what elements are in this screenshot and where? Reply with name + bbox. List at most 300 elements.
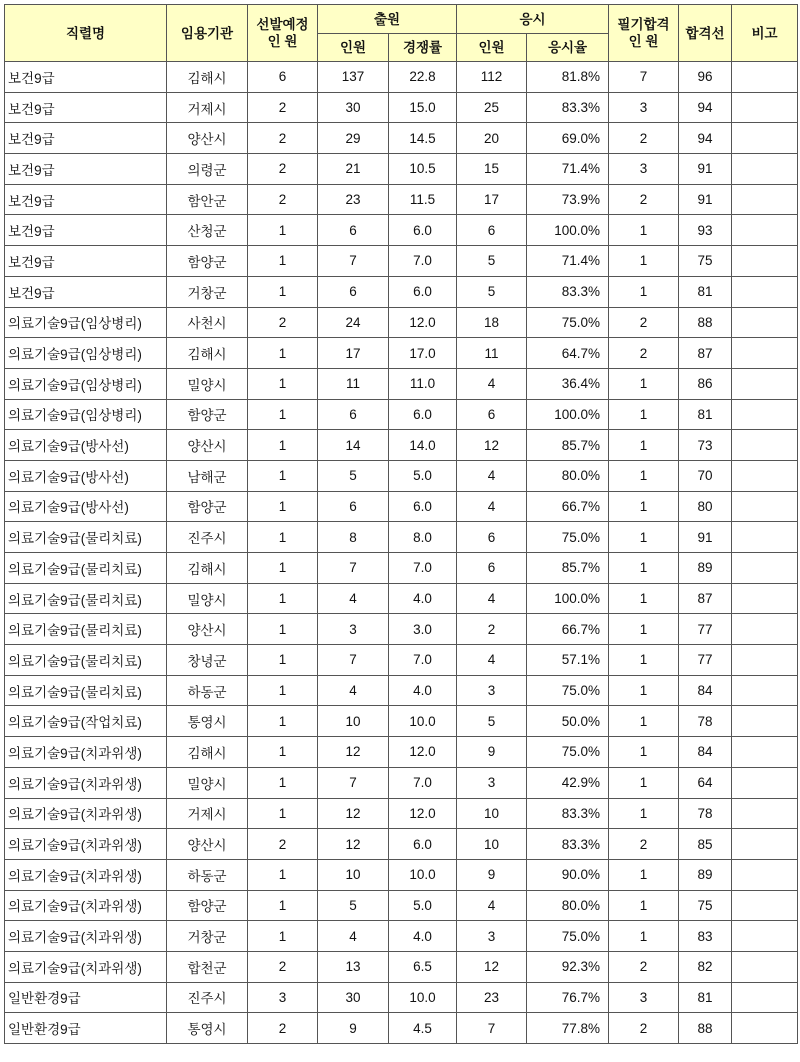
cell-exam: 5 (457, 706, 527, 737)
table-row (5, 982, 798, 1013)
cell-cutoff: 89 (679, 859, 732, 890)
cell-note (732, 737, 798, 768)
cell-passed: 1 (609, 276, 679, 307)
cell-rate: 100.0% (527, 583, 609, 614)
header-passed (609, 5, 679, 62)
cell-passed: 2 (609, 184, 679, 215)
cell-competition: 5.0 (389, 460, 457, 491)
cell-competition: 10.5 (389, 154, 457, 185)
cell-applied: 14 (318, 430, 389, 461)
cell-competition: 10.0 (389, 859, 457, 890)
cell-competition: 8.0 (389, 522, 457, 553)
cell-exam: 23 (457, 982, 527, 1013)
cell-planned: 1 (248, 368, 318, 399)
cell-note (732, 460, 798, 491)
cell-rate: 69.0% (527, 123, 609, 154)
cell-rate: 85.7% (527, 430, 609, 461)
cell-passed: 1 (609, 675, 679, 706)
cell-competition: 15.0 (389, 92, 457, 123)
cell-passed: 1 (609, 890, 679, 921)
cell-rate: 83.3% (527, 829, 609, 860)
cell-cutoff: 84 (679, 675, 732, 706)
table-row (5, 154, 798, 185)
cell-exam: 3 (457, 921, 527, 952)
table-row (5, 737, 798, 768)
cell-note (732, 92, 798, 123)
cell-applied: 30 (318, 92, 389, 123)
cell-passed: 1 (609, 368, 679, 399)
cell-applied: 3 (318, 614, 389, 645)
cell-applied: 21 (318, 154, 389, 185)
cell-cutoff: 78 (679, 706, 732, 737)
cell-planned: 1 (248, 583, 318, 614)
cell-applied: 17 (318, 338, 389, 369)
cell-exam: 7 (457, 1013, 527, 1044)
cell-cutoff: 75 (679, 246, 732, 277)
cell-exam: 12 (457, 430, 527, 461)
cell-applied: 7 (318, 246, 389, 277)
cell-competition: 6.0 (389, 276, 457, 307)
cell-planned: 1 (248, 215, 318, 246)
cell-note (732, 215, 798, 246)
cell-title: 의료기술9급(방사선) (5, 460, 167, 491)
cell-note (732, 307, 798, 338)
cell-title: 의료기술9급(물리치료) (5, 522, 167, 553)
cell-agency: 함양군 (167, 491, 248, 522)
cell-passed: 1 (609, 522, 679, 553)
cell-agency: 김해시 (167, 553, 248, 584)
cell-planned: 1 (248, 798, 318, 829)
cell-note (732, 491, 798, 522)
cell-cutoff: 81 (679, 982, 732, 1013)
cell-title: 의료기술9급(물리치료) (5, 583, 167, 614)
cell-note (732, 553, 798, 584)
cell-agency: 의령군 (167, 154, 248, 185)
cell-passed: 1 (609, 215, 679, 246)
cell-note (732, 184, 798, 215)
cell-note (732, 430, 798, 461)
cell-rate: 80.0% (527, 890, 609, 921)
cell-title: 의료기술9급(치과위생) (5, 951, 167, 982)
cell-note (732, 614, 798, 645)
cell-rate: 83.3% (527, 276, 609, 307)
cell-agency: 함양군 (167, 890, 248, 921)
cell-competition: 4.5 (389, 1013, 457, 1044)
cell-agency: 통영시 (167, 1013, 248, 1044)
table-row (5, 62, 798, 93)
cell-applied: 5 (318, 460, 389, 491)
table-row (5, 706, 798, 737)
cell-applied: 30 (318, 982, 389, 1013)
cell-competition: 12.0 (389, 307, 457, 338)
cell-competition: 12.0 (389, 798, 457, 829)
cell-applied: 6 (318, 491, 389, 522)
cell-competition: 6.0 (389, 399, 457, 430)
cell-exam: 25 (457, 92, 527, 123)
cell-cutoff: 89 (679, 553, 732, 584)
cell-rate: 71.4% (527, 246, 609, 277)
table-row (5, 184, 798, 215)
cell-applied: 12 (318, 798, 389, 829)
cell-title: 의료기술9급(치과위생) (5, 890, 167, 921)
cell-agency: 함양군 (167, 246, 248, 277)
cell-planned: 2 (248, 184, 318, 215)
cell-title: 일반환경9급 (5, 1013, 167, 1044)
table-row (5, 951, 798, 982)
table-row (5, 368, 798, 399)
table-row (5, 675, 798, 706)
header-planned-line1: 선발예정 (256, 17, 309, 32)
cell-competition: 6.0 (389, 215, 457, 246)
cell-cutoff: 83 (679, 921, 732, 952)
cell-passed: 1 (609, 614, 679, 645)
cell-applied: 24 (318, 307, 389, 338)
cell-exam: 9 (457, 737, 527, 768)
cell-planned: 1 (248, 246, 318, 277)
table-row (5, 399, 798, 430)
cell-agency: 진주시 (167, 522, 248, 553)
table-row (5, 767, 798, 798)
cell-planned: 6 (248, 62, 318, 93)
cell-title: 의료기술9급(임상병리) (5, 338, 167, 369)
cell-rate: 64.7% (527, 338, 609, 369)
cell-competition: 7.0 (389, 246, 457, 277)
cell-applied: 23 (318, 184, 389, 215)
cell-agency: 김해시 (167, 338, 248, 369)
cell-title: 보건9급 (5, 154, 167, 185)
table-row (5, 92, 798, 123)
cell-applied: 10 (318, 706, 389, 737)
cell-applied: 8 (318, 522, 389, 553)
cell-planned: 1 (248, 614, 318, 645)
cell-note (732, 583, 798, 614)
cell-exam: 9 (457, 859, 527, 890)
cell-passed: 3 (609, 92, 679, 123)
cell-planned: 1 (248, 491, 318, 522)
cell-rate: 90.0% (527, 859, 609, 890)
cell-competition: 6.5 (389, 951, 457, 982)
cell-applied: 10 (318, 859, 389, 890)
cell-competition: 3.0 (389, 614, 457, 645)
cell-note (732, 276, 798, 307)
cell-planned: 2 (248, 951, 318, 982)
cell-rate: 76.7% (527, 982, 609, 1013)
header-exam: 응시 (457, 5, 609, 34)
table-row (5, 307, 798, 338)
cell-passed: 1 (609, 798, 679, 829)
cell-competition: 12.0 (389, 737, 457, 768)
cell-rate: 75.0% (527, 522, 609, 553)
cell-passed: 2 (609, 123, 679, 154)
cell-cutoff: 80 (679, 491, 732, 522)
cell-title: 의료기술9급(임상병리) (5, 399, 167, 430)
cell-rate: 75.0% (527, 921, 609, 952)
header-applied: 출원 (318, 5, 457, 34)
cell-planned: 2 (248, 154, 318, 185)
cell-passed: 1 (609, 460, 679, 491)
cell-title: 의료기술9급(물리치료) (5, 553, 167, 584)
cell-exam: 12 (457, 951, 527, 982)
cell-rate: 50.0% (527, 706, 609, 737)
header-exam-count: 인원 (457, 34, 527, 62)
cell-note (732, 368, 798, 399)
cell-rate: 75.0% (527, 307, 609, 338)
header-passed-line1: 필기합격 (617, 17, 670, 32)
table-row (5, 460, 798, 491)
cell-rate: 92.3% (527, 951, 609, 982)
cell-agency: 거창군 (167, 921, 248, 952)
cell-planned: 1 (248, 522, 318, 553)
cell-agency: 밀양시 (167, 368, 248, 399)
table-row (5, 583, 798, 614)
header-note: 비고 (732, 5, 798, 62)
cell-rate: 77.8% (527, 1013, 609, 1044)
cell-note (732, 798, 798, 829)
cell-competition: 4.0 (389, 675, 457, 706)
table-row (5, 215, 798, 246)
table-row (5, 246, 798, 277)
cell-agency: 거창군 (167, 276, 248, 307)
cell-competition: 14.5 (389, 123, 457, 154)
cell-exam: 5 (457, 246, 527, 277)
cell-planned: 2 (248, 92, 318, 123)
cell-competition: 7.0 (389, 553, 457, 584)
cell-cutoff: 86 (679, 368, 732, 399)
cell-planned: 2 (248, 829, 318, 860)
cell-passed: 3 (609, 982, 679, 1013)
header-applied-count: 인원 (318, 34, 389, 62)
cell-rate: 100.0% (527, 215, 609, 246)
cell-applied: 6 (318, 215, 389, 246)
cell-note (732, 951, 798, 982)
cell-competition: 11.0 (389, 368, 457, 399)
cell-passed: 1 (609, 737, 679, 768)
cell-title: 의료기술9급(치과위생) (5, 921, 167, 952)
cell-planned: 1 (248, 737, 318, 768)
table-row (5, 890, 798, 921)
cell-cutoff: 70 (679, 460, 732, 491)
cell-planned: 1 (248, 675, 318, 706)
table-row (5, 859, 798, 890)
cell-note (732, 890, 798, 921)
cell-planned: 1 (248, 859, 318, 890)
cell-cutoff: 81 (679, 399, 732, 430)
cell-note (732, 338, 798, 369)
cell-competition: 7.0 (389, 767, 457, 798)
cell-cutoff: 64 (679, 767, 732, 798)
cell-exam: 4 (457, 583, 527, 614)
cell-exam: 17 (457, 184, 527, 215)
cell-cutoff: 94 (679, 123, 732, 154)
cell-title: 보건9급 (5, 276, 167, 307)
header-exam-rate: 응시율 (527, 34, 609, 62)
cell-passed: 2 (609, 307, 679, 338)
cell-rate: 57.1% (527, 645, 609, 676)
cell-applied: 6 (318, 399, 389, 430)
cell-exam: 4 (457, 491, 527, 522)
cell-planned: 1 (248, 645, 318, 676)
cell-rate: 66.7% (527, 614, 609, 645)
cell-note (732, 829, 798, 860)
cell-agency: 양산시 (167, 614, 248, 645)
cell-passed: 3 (609, 154, 679, 185)
cell-cutoff: 85 (679, 829, 732, 860)
cell-note (732, 1013, 798, 1044)
cell-agency: 밀양시 (167, 583, 248, 614)
cell-note (732, 154, 798, 185)
cell-rate: 83.3% (527, 798, 609, 829)
cell-agency: 진주시 (167, 982, 248, 1013)
cell-competition: 22.8 (389, 62, 457, 93)
cell-agency: 산청군 (167, 215, 248, 246)
cell-passed: 1 (609, 859, 679, 890)
cell-title: 보건9급 (5, 62, 167, 93)
cell-exam: 4 (457, 645, 527, 676)
cell-passed: 1 (609, 553, 679, 584)
cell-planned: 1 (248, 399, 318, 430)
cell-passed: 1 (609, 430, 679, 461)
cell-applied: 4 (318, 583, 389, 614)
cell-competition: 11.5 (389, 184, 457, 215)
table-row (5, 123, 798, 154)
header-agency: 임용기관 (167, 5, 248, 62)
cell-applied: 137 (318, 62, 389, 93)
cell-cutoff: 91 (679, 154, 732, 185)
cell-exam: 4 (457, 890, 527, 921)
cell-cutoff: 94 (679, 92, 732, 123)
cell-rate: 81.8% (527, 62, 609, 93)
cell-passed: 1 (609, 645, 679, 676)
cell-title: 의료기술9급(방사선) (5, 430, 167, 461)
cell-cutoff: 84 (679, 737, 732, 768)
header-title: 직렬명 (5, 5, 167, 62)
cell-passed: 1 (609, 921, 679, 952)
table-row (5, 921, 798, 952)
cell-title: 보건9급 (5, 123, 167, 154)
cell-competition: 5.0 (389, 890, 457, 921)
cell-exam: 4 (457, 460, 527, 491)
cell-title: 보건9급 (5, 92, 167, 123)
table-row (5, 276, 798, 307)
cell-passed: 2 (609, 338, 679, 369)
cell-passed: 2 (609, 829, 679, 860)
cell-note (732, 767, 798, 798)
cell-cutoff: 96 (679, 62, 732, 93)
table-row (5, 553, 798, 584)
table-row (5, 430, 798, 461)
cell-passed: 1 (609, 583, 679, 614)
cell-cutoff: 88 (679, 307, 732, 338)
cell-note (732, 62, 798, 93)
cell-applied: 13 (318, 951, 389, 982)
header-competition: 경쟁률 (389, 34, 457, 62)
cell-passed: 2 (609, 951, 679, 982)
cell-agency: 함안군 (167, 184, 248, 215)
cell-exam: 2 (457, 614, 527, 645)
cell-note (732, 859, 798, 890)
cell-title: 일반환경9급 (5, 982, 167, 1013)
table-row (5, 338, 798, 369)
cell-cutoff: 82 (679, 951, 732, 982)
cell-agency: 창녕군 (167, 645, 248, 676)
cell-agency: 양산시 (167, 123, 248, 154)
cell-title: 의료기술9급(임상병리) (5, 307, 167, 338)
cell-agency: 남해군 (167, 460, 248, 491)
cell-cutoff: 75 (679, 890, 732, 921)
cell-agency: 하동군 (167, 675, 248, 706)
table-row (5, 614, 798, 645)
cell-note (732, 123, 798, 154)
table-row (5, 829, 798, 860)
cell-agency: 양산시 (167, 430, 248, 461)
cell-planned: 3 (248, 982, 318, 1013)
cell-exam: 10 (457, 829, 527, 860)
cell-applied: 12 (318, 829, 389, 860)
cell-competition: 17.0 (389, 338, 457, 369)
cell-cutoff: 78 (679, 798, 732, 829)
header-cutoff: 합격선 (679, 5, 732, 62)
cell-rate: 75.0% (527, 737, 609, 768)
cell-exam: 20 (457, 123, 527, 154)
cell-exam: 6 (457, 215, 527, 246)
cell-agency: 양산시 (167, 829, 248, 860)
table-row (5, 645, 798, 676)
cell-applied: 29 (318, 123, 389, 154)
cell-planned: 1 (248, 276, 318, 307)
table-body (5, 62, 798, 1044)
cell-title: 의료기술9급(치과위생) (5, 859, 167, 890)
cell-note (732, 645, 798, 676)
header-planned-line2: 인 원 (267, 34, 298, 49)
cell-competition: 10.0 (389, 706, 457, 737)
cell-title: 의료기술9급(작업치료) (5, 706, 167, 737)
cell-exam: 6 (457, 522, 527, 553)
cell-cutoff: 93 (679, 215, 732, 246)
header-passed-line2: 인 원 (628, 34, 659, 49)
cell-cutoff: 91 (679, 522, 732, 553)
cell-note (732, 675, 798, 706)
table-row (5, 798, 798, 829)
cell-applied: 7 (318, 553, 389, 584)
cell-cutoff: 91 (679, 184, 732, 215)
cell-exam: 6 (457, 399, 527, 430)
cell-title: 의료기술9급(물리치료) (5, 614, 167, 645)
cell-applied: 9 (318, 1013, 389, 1044)
cell-competition: 4.0 (389, 583, 457, 614)
cell-passed: 1 (609, 767, 679, 798)
cell-cutoff: 87 (679, 338, 732, 369)
cell-rate: 80.0% (527, 460, 609, 491)
cell-rate: 85.7% (527, 553, 609, 584)
cell-note (732, 246, 798, 277)
cell-applied: 12 (318, 737, 389, 768)
cell-passed: 1 (609, 706, 679, 737)
cell-passed: 1 (609, 491, 679, 522)
cell-applied: 7 (318, 645, 389, 676)
cell-title: 보건9급 (5, 184, 167, 215)
cell-cutoff: 88 (679, 1013, 732, 1044)
cell-title: 의료기술9급(치과위생) (5, 737, 167, 768)
cell-title: 의료기술9급(물리치료) (5, 645, 167, 676)
cell-note (732, 921, 798, 952)
cell-passed: 2 (609, 1013, 679, 1044)
cell-agency: 거제시 (167, 798, 248, 829)
cell-exam: 3 (457, 675, 527, 706)
cell-rate: 100.0% (527, 399, 609, 430)
cell-exam: 112 (457, 62, 527, 93)
cell-rate: 36.4% (527, 368, 609, 399)
header-planned (248, 5, 318, 62)
